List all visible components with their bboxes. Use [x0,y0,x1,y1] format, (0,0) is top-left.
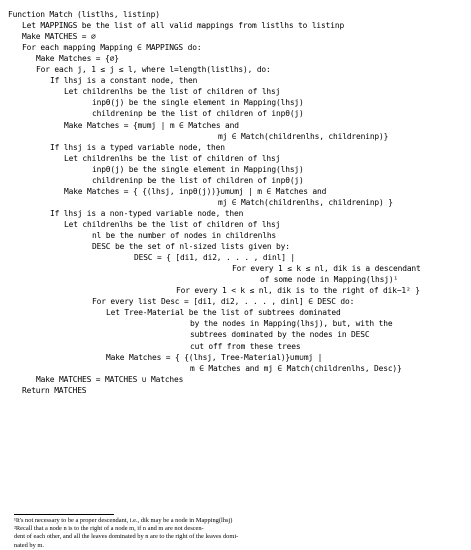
algorithm-line: by the nodes in Mapping(lhsj), but, with the [190,319,393,329]
algorithm-line: Let MAPPINGS be the list of all valid mappings from listlhs to listinp [22,21,345,31]
algorithm-line: For every 1 < k ≤ nl, dik is to the right of dik−1² } [176,286,420,296]
algorithm-line: Make Matches = {∅} [36,54,119,64]
algorithm-line: childreninp be the list of children of inpθ(j) [92,175,304,185]
footnote-line: nated by m. [14,541,44,549]
algorithm-line: inpθ(j) be the single element in Mapping(lhsj) [92,164,304,174]
algorithm-line: childreninp be the list of children of inpθ(j) [92,109,304,119]
algorithm-line: If lhsj is a typed variable node, then [50,142,225,152]
footnote-line: ¹It's not necessary to be a proper descendant, i.e., dik may be a node in Mapping(lhsj) [14,517,233,524]
footnote-line: ²Recall that a node n is to the right of a node m, if n and m are not descen- [14,525,204,533]
algorithm-line: Make MATCHES = ∅ [22,32,96,42]
footnote-line: dent of each other, and all the leaves dominated by n are to the right of the leaves domi- [14,533,239,541]
algorithm-line: mj ∈ Match(childrenlhs, childreninp)} [218,131,389,141]
algorithm-line: For each j, 1 ≤ j ≤ l, where l=length(listlhs), do: [36,65,271,75]
algorithm-line: DESC = { [di1, di2, . . . , dinl] | [134,253,296,263]
algorithm-line: If lhsj is a non-typed variable node, then [50,208,244,218]
algorithm-line: For every 1 ≤ k ≤ nl, dik is a descendant [232,264,421,274]
algorithm-line: For each mapping Mapping ∈ MAPPINGS do: [22,43,202,53]
algorithm-line: Let childrenlhs be the list of children of lhsj [64,219,281,229]
algorithm-line: For every list Desc = [di1, di2, . . . , dinl] ∈ DESC do: [92,297,355,307]
algorithm-line: DESC be the set of nl-sized lists given by: [92,242,290,252]
algorithm-line: Make Matches = {m∪mj | m ∈ Matches and [64,120,239,130]
algorithm-line: Make Matches = { {(lhsj, Tree-Material)}∪m∪mj | [106,352,323,362]
algorithm-line: Make MATCHES = MATCHES ∪ Matches [36,374,184,384]
algorithm-line: Let childrenlhs be the list of children of lhsj [64,153,281,163]
algorithm-line: Make Matches = { {(lhsj, inpθ(j))}∪m∪mj | m ∈ Matches and [64,186,327,196]
algorithm-line: cut off from these trees [190,341,301,351]
algorithm-line: Let Tree-Material be the list of subtrees dominated [106,308,341,318]
algorithm-line: mj ∈ Match(childrenlhs, childreninp) } [218,197,393,207]
algorithm-line: of some node in Mapping(lhsj)¹ [260,275,399,285]
algorithm-line: nl be the number of nodes in childrenlhs [92,231,277,240]
algorithm-line: Let childrenlhs be the list of children of lhsj [64,87,281,97]
footnote-rule [14,514,114,515]
algorithm-line: Function Match (listlhs, listinp) [8,10,160,19]
algorithm-line: m ∈ Matches and mj ∈ Match(childrenlhs, Desc)} [190,363,402,373]
algorithm-line: Return MATCHES [22,385,87,395]
algorithm-line: inpθ(j) be the single element in Mapping(lhsj) [92,98,304,108]
algorithm-line: subtrees dominated by the nodes in DESC [190,330,370,340]
algorithm-line: If lhsj is a constant node, then [50,76,198,86]
